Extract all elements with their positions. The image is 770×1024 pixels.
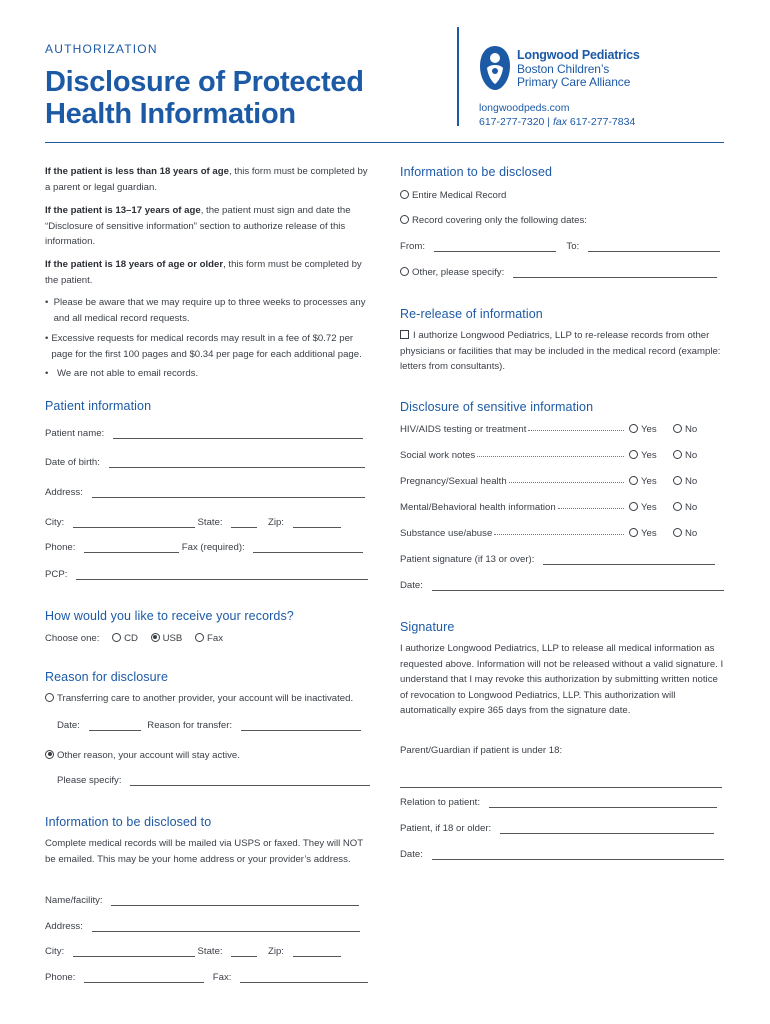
relation-field: Relation to patient: bbox=[400, 797, 717, 808]
receive-options: Choose one: CD USB Fax bbox=[45, 633, 224, 644]
transfer-details-row: Date: Reason for transfer: bbox=[57, 720, 361, 731]
sensitive-row bbox=[400, 528, 730, 539]
dot-leader bbox=[528, 430, 624, 431]
intro-under-18: If the patient is less than 18 years of age, this form must be completed by a parent or legal guardian. bbox=[45, 166, 368, 193]
sensitive-row bbox=[400, 476, 730, 487]
signature-date-input[interactable] bbox=[432, 849, 724, 860]
disclosed-to-heading: Information to be disclosed to bbox=[45, 815, 212, 829]
radio-icon[interactable] bbox=[673, 450, 682, 459]
rerelease-text: I authorize Longwood Pediatrics, LLP to re-release records from other physicians or facilities that may be included in the medical record (example: letters from consultants). bbox=[400, 330, 721, 372]
facility-phone-fax-row: Phone: Fax: bbox=[45, 972, 368, 983]
radio-icon[interactable] bbox=[673, 502, 682, 511]
date-range-row: From: To: bbox=[400, 241, 720, 252]
sensitive-date-input[interactable] bbox=[432, 580, 724, 591]
sensitive-item-label: Social work notes bbox=[400, 450, 476, 461]
radio-icon[interactable] bbox=[629, 450, 638, 459]
header-divider bbox=[457, 27, 459, 126]
disclosed-to-text: Complete medical records will be mailed via USPS or faxed. They will NOT be emailed. This may be your home address or your provider’s address. bbox=[45, 838, 363, 865]
header-rule bbox=[45, 142, 724, 143]
radio-icon[interactable] bbox=[195, 633, 204, 642]
radio-icon[interactable] bbox=[673, 424, 682, 433]
dob-input[interactable] bbox=[109, 457, 365, 468]
radio-icon[interactable] bbox=[45, 693, 54, 702]
facility-fax-input[interactable] bbox=[240, 972, 368, 983]
yes-option[interactable]: Yes bbox=[629, 424, 657, 435]
facility-city-row: City: State: Zip: bbox=[45, 946, 341, 957]
option-cd[interactable]: CD bbox=[112, 633, 138, 644]
logo-sub2: Primary Care Alliance bbox=[517, 75, 631, 89]
radio-icon[interactable] bbox=[673, 476, 682, 485]
radio-icon[interactable] bbox=[400, 190, 409, 199]
specify-field: Please specify: bbox=[57, 775, 370, 786]
logo-sub1: Boston Children’s bbox=[517, 62, 610, 76]
info-disclosed-heading: Information to be disclosed bbox=[400, 165, 553, 179]
address-input[interactable] bbox=[92, 487, 365, 498]
state-input[interactable] bbox=[231, 517, 257, 528]
logo-emblem-icon bbox=[478, 44, 512, 92]
page-title: Disclosure of Protected Health Information bbox=[45, 66, 364, 130]
no-option[interactable]: No bbox=[673, 450, 697, 461]
from-date-input[interactable] bbox=[434, 241, 556, 252]
dot-leader bbox=[509, 482, 624, 483]
contact-block: longwoodpeds.com 617-277-7320 | fax 617-277-7834 bbox=[479, 102, 636, 128]
no-option[interactable]: No bbox=[673, 528, 697, 539]
radio-selected-icon[interactable] bbox=[151, 633, 160, 642]
yes-option[interactable]: Yes bbox=[629, 528, 657, 539]
website-link[interactable]: longwoodpeds.com bbox=[479, 102, 570, 114]
patient18-signature-input[interactable] bbox=[500, 823, 714, 834]
radio-icon[interactable] bbox=[629, 528, 638, 537]
facility-state-input[interactable] bbox=[231, 946, 257, 957]
intro-13-17: If the patient is 13–17 years of age, the patient must sign and date the “Disclosure of sensitive information” section to authorize release of this information. bbox=[45, 205, 351, 247]
logo bbox=[478, 44, 658, 100]
facility-address-field: Address: bbox=[45, 921, 360, 932]
city-state-zip-row: City: State: Zip: bbox=[45, 517, 341, 528]
specify-input[interactable] bbox=[130, 775, 370, 786]
zip-input[interactable] bbox=[293, 517, 341, 528]
city-input[interactable] bbox=[73, 517, 195, 528]
radio-icon[interactable] bbox=[400, 215, 409, 224]
phone-number: 617-277-7320 bbox=[479, 116, 545, 128]
sensitive-row bbox=[400, 450, 730, 461]
facility-address-input[interactable] bbox=[92, 921, 360, 932]
no-option[interactable]: No bbox=[673, 424, 697, 435]
facility-phone-input[interactable] bbox=[84, 972, 204, 983]
yes-option[interactable]: Yes bbox=[629, 450, 657, 461]
radio-icon[interactable] bbox=[629, 476, 638, 485]
patient18-field: Patient, if 18 or older: bbox=[400, 823, 714, 834]
pcp-field: PCP: bbox=[45, 569, 368, 580]
sensitive-date-field: Date: bbox=[400, 580, 724, 591]
bullet-item: • Excessive requests for medical records may result in a fee of $0.72 per page for the first 100 pages and $0.34 per page for each additional page. bbox=[45, 333, 362, 360]
other-specify-option[interactable]: Other, please specify: bbox=[400, 267, 717, 278]
signature-date-field: Date: bbox=[400, 849, 724, 860]
yes-option[interactable]: Yes bbox=[629, 502, 657, 513]
relation-input[interactable] bbox=[489, 797, 717, 808]
to-date-input[interactable] bbox=[588, 241, 720, 252]
transfer-date-input[interactable] bbox=[89, 720, 141, 731]
sensitive-row bbox=[400, 424, 730, 435]
transfer-reason-input[interactable] bbox=[241, 720, 361, 731]
guardian-signature-input[interactable] bbox=[400, 770, 722, 788]
sensitive-heading: Disclosure of sensitive information bbox=[400, 400, 594, 414]
entire-record-option[interactable]: Entire Medical Record bbox=[400, 190, 506, 201]
radio-icon[interactable] bbox=[112, 633, 121, 642]
facility-name-field: Name/facility: bbox=[45, 895, 359, 906]
sensitive-item-label: HIV/AIDS testing or treatment bbox=[400, 424, 527, 435]
no-option[interactable]: No bbox=[673, 502, 697, 513]
sensitive-item-label: Substance use/abuse bbox=[400, 528, 493, 539]
phone-fax-row: Phone: Fax (required): bbox=[45, 542, 363, 553]
dot-leader bbox=[494, 534, 624, 535]
facility-name-input[interactable] bbox=[111, 895, 359, 906]
patient-info-heading: Patient information bbox=[45, 399, 152, 413]
guardian-label: Parent/Guardian if patient is under 18: bbox=[400, 745, 563, 756]
fax-input[interactable] bbox=[253, 542, 363, 553]
logo-name: Longwood Pediatrics bbox=[517, 48, 640, 62]
signature-text: I authorize Longwood Pediatrics, LLP to release all medical information as requested above. Information will not be released without a valid signature. I understand that I may revoke this authorization by submitting written notice of revocation to Longwood Pediatrics, LLP. This authorization will automatically expire 365 days from the signature date. bbox=[400, 643, 724, 716]
sensitive-row bbox=[400, 502, 730, 513]
radio-icon[interactable] bbox=[629, 424, 638, 433]
patient-signature-input[interactable] bbox=[543, 554, 715, 565]
checkbox-icon[interactable] bbox=[400, 330, 409, 339]
date-range-option[interactable]: Record covering only the following dates: bbox=[400, 215, 587, 226]
radio-selected-icon[interactable] bbox=[45, 750, 54, 759]
reason-transfer-option[interactable]: Transferring care to another provider, your account will be inactivated. bbox=[45, 693, 353, 704]
dot-leader bbox=[477, 456, 624, 457]
rerelease-heading: Re-release of information bbox=[400, 307, 543, 321]
patient-name-input[interactable] bbox=[113, 428, 363, 439]
no-option[interactable]: No bbox=[673, 476, 697, 487]
phone-input[interactable] bbox=[84, 542, 179, 553]
option-usb[interactable]: USB bbox=[151, 633, 183, 644]
dob-field: Date of birth: bbox=[45, 457, 365, 468]
other-specify-input[interactable] bbox=[513, 267, 717, 278]
pcp-input[interactable] bbox=[76, 569, 368, 580]
signature-heading: Signature bbox=[400, 620, 455, 634]
address-field: Address: bbox=[45, 487, 365, 498]
reason-heading: Reason for disclosure bbox=[45, 670, 168, 684]
reason-other-option[interactable]: Other reason, your account will stay active. bbox=[45, 750, 240, 761]
facility-zip-input[interactable] bbox=[293, 946, 341, 957]
intro-18-plus: If the patient is 18 years of age or older, this form must be completed by the patient. bbox=[45, 259, 362, 286]
yes-option[interactable]: Yes bbox=[629, 476, 657, 487]
fax-number: 617-277-7834 bbox=[569, 116, 636, 128]
facility-city-input[interactable] bbox=[73, 946, 195, 957]
patient-name-field: Patient name: bbox=[45, 428, 363, 439]
patient-signature-field: Patient signature (if 13 or over): bbox=[400, 554, 715, 565]
sensitive-item-label: Pregnancy/Sexual health bbox=[400, 476, 507, 487]
bullet-item: • We are not able to email records. bbox=[45, 368, 199, 379]
bullet-item: • Please be aware that we may require up to three weeks to processes any and all medical record requests. bbox=[45, 297, 366, 324]
dot-leader bbox=[558, 508, 624, 509]
form-kicker: AUTHORIZATION bbox=[45, 42, 158, 56]
radio-icon[interactable] bbox=[673, 528, 682, 537]
option-fax[interactable]: Fax bbox=[195, 633, 223, 644]
receive-heading: How would you like to receive your records? bbox=[45, 609, 294, 623]
fax-label: fax bbox=[552, 116, 567, 128]
sensitive-item-label: Mental/Behavioral health information bbox=[400, 502, 556, 513]
radio-icon[interactable] bbox=[400, 267, 409, 276]
radio-icon[interactable] bbox=[629, 502, 638, 511]
